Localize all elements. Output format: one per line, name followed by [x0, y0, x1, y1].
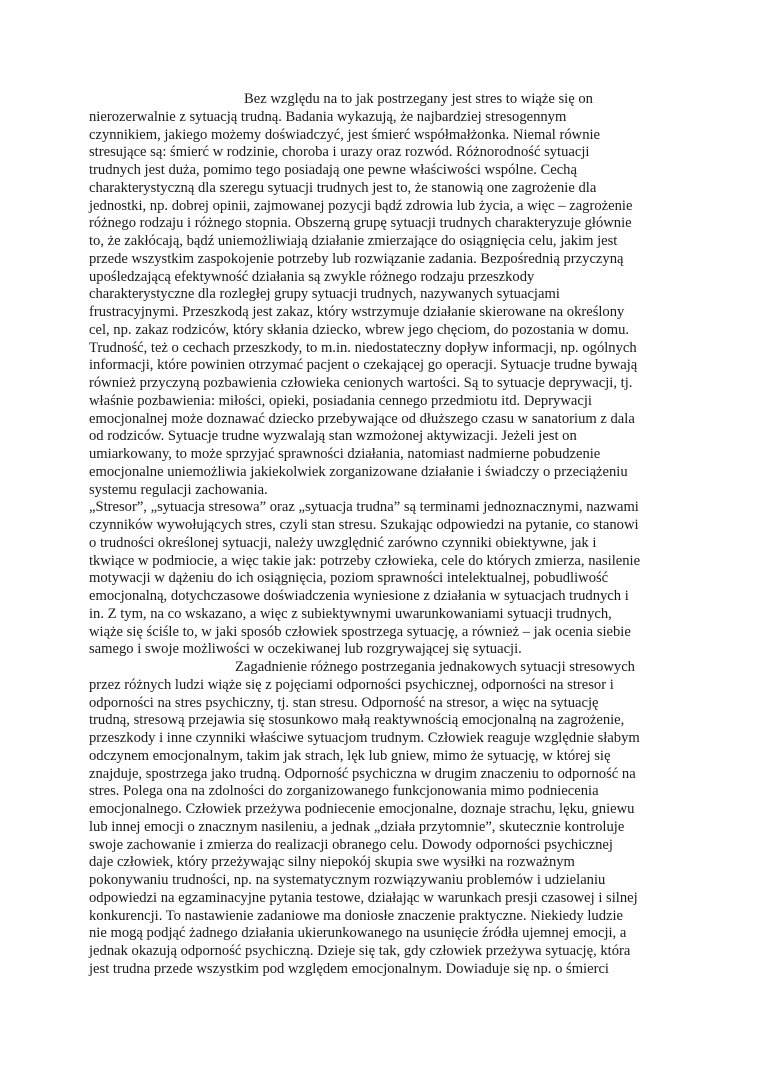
paragraph-1-line: emocjonalnej może doznawać dziecko przebywające od dłuższego czasu w sanatorium z dala [89, 410, 635, 427]
paragraph-1-line: od rodziców. Sytuacje trudne wyzwalają stan wzmożonej aktywizacji. Jeżeli jest on [89, 428, 577, 445]
document-body [89, 91, 669, 979]
paragraph-3-line: stres. Polega ona na zdolności do zorganizowanego funkcjonowania mimo podniecenia [89, 783, 599, 800]
paragraph-1-line: nierozerwalnie z sytuacją trudną. Badania wykazują, że najbardziej stresogennym [89, 108, 567, 125]
paragraph-3-line: odporności na stres psychiczny, tj. stan stresu. Odporność na stresor, a więc na sytuację [89, 694, 599, 711]
paragraph-1-line: Bez względu na to jak postrzegany jest stres to wiąże się on [244, 91, 593, 107]
paragraph-3-line: lub innej emocji o znacznym nasileniu, a jednak „działa przytomnie”, skutecznie kontroluje [89, 818, 625, 835]
paragraph-2-line: motywacji w dążeniu do ich osiągnięcia, poziom sprawności intelektualnej, pobudliwość [89, 570, 609, 587]
paragraph-3-line: jednak okazują odporność psychiczną. Dzieje się tak, gdy człowiek przeżywa sytuację, która [89, 943, 631, 959]
paragraph-2-line: samego i swoje możliwości w oczekiwanej lub rozgrywającej się sytuacji. [89, 641, 522, 658]
paragraph-3-line: konkurencji. To nastawienie zadaniowe ma doniosłe znaczenie praktyczne. Niekiedy ludzie [89, 907, 624, 924]
paragraph-1-line: charakterystyczną dla szeregu sytuacji trudnych jest to, że stanowią one zagrożenie dla [89, 179, 597, 196]
paragraph-1-line: frustracyjnymi. Przeszkodą jest zakaz, który wstrzymuje działanie skierowane na określony [89, 304, 625, 320]
paragraph-2-line: „Stresor”, „sytuacja stresowa” oraz „sytuacja trudna” są terminami jednoznacznymi, nazwami [89, 499, 639, 516]
paragraph-1-line: informacji, które powinien otrzymać pacjent o czekającej go operacji. Sytuacje trudne bywają [89, 357, 638, 374]
paragraph-1-line: stresujące są: śmierć w rodzinie, choroba i urazy oraz rozwód. Różnorodność sytuacji [89, 144, 590, 161]
paragraph-3-line: przez różnych ludzi wiąże się z pojęciami odporności psychicznej, odporności na stresor i [89, 676, 614, 693]
paragraph-2-line: in. Z tym, na co wskazano, a więc z subiektywnymi uwarunkowaniami sytuacji trudnych, [89, 605, 612, 622]
paragraph-2-line: czynników wywołujących stres, czyli stan stresu. Szukając odpowiedzi na pytanie, co stanowi [89, 517, 639, 533]
paragraph-1-line: właśnie pozbawienia: miłości, opieki, posiadania cennego przedmiotu itd. Deprywacji [89, 392, 592, 409]
paragraph-3-line: pokonywaniu trudności, np. na systematycznym rozwiązywaniu problemów i udzielaniu [89, 872, 606, 888]
paragraph-3-line: jest trudna przede wszystkim pod względem emocjonalnym. Dowiaduje się np. o śmierci [89, 960, 609, 977]
paragraph-3-line: znajduje, spostrzega jako trudną. Odporność psychiczna w drugim znaczeniu to odporność na [89, 765, 636, 782]
paragraph-1-line: charakterystyczne dla rozległej grupy sytuacji trudnych, nazywanych sytuacjami [89, 286, 560, 303]
paragraph-2-line: tkwiące w podmiocie, a więc takie jak: potrzeby człowieka, cele do których zmierza, nasilenie [89, 552, 641, 569]
paragraph-3-line: Zagadnienie różnego postrzegania jednakowych sytuacji stresowych [235, 659, 635, 675]
paragraph-1-line: czynnikiem, jakiego możemy doświadczyć, jest śmierć współmałżonka. Niemal równie [89, 126, 601, 143]
paragraph-1-line: cel, np. zakaz rodziców, który skłania dziecko, wbrew jego chęciom, do pozostania w domu. [89, 321, 630, 338]
paragraph-1-line: to, że zakłócają, bądź uniemożliwiają działanie zmierzające do osiągnięcia celu, jakim jest [89, 233, 618, 249]
paragraph-2-line: wiąże się ściśle to, w jaki sposób człowiek spostrzega sytuację, a również – jak ocenia siebie [89, 623, 631, 640]
paragraph-2-line: emocjonalną, dotychczasowe doświadczenia wyniesione z działania w sytuacjach trudnych i [89, 588, 629, 604]
paragraph-3-line: odpowiedzi na egzaminacyjne pytania testowe, działając w warunkach presji czasowej i silnej [89, 889, 638, 906]
paragraph-3-line: przeszkody i inne czynniki właściwe sytuacjom trudnym. Człowiek reaguje względnie słabym [89, 730, 640, 746]
paragraph-1-line: przede wszystkim zaspokojenie potrzeby lub rozwiązanie zadania. Bezpośrednią przyczyną [89, 250, 624, 267]
paragraph-1-line: umiarkowany, to może sprzyjać sprawności działania, natomiast nadmierne pobudzenie [89, 446, 601, 462]
paragraph-3-line: daje człowiek, który przeżywając silny niepokój skupia swe wysiłki na rozważnym [89, 854, 575, 871]
paragraph-2-line: o trudności określonej sytuacji, należy uwzględnić zarówno czynniki obiektywne, jak i [89, 534, 597, 551]
paragraph-1-line: Trudność, też o cechach przeszkody, to m.in. niedostateczny dopływ informacji, np. ogólnych [89, 339, 637, 356]
paragraph-1-line: upośledzającą efektywność działania są zwykle różnego rodzaju przeszkody [89, 268, 535, 285]
paragraph-3-line: emocjonalnego. Człowiek przeżywa podniecenie emocjonalne, doznaje strachu, lęku, gniewu [89, 801, 635, 817]
paragraph-1-line: jednostki, np. dobrej opinii, zajmowanej pozycji bądź zdrowia lub życia, a więc – zagrożenie [89, 197, 633, 214]
paragraph-3-line: swoje zachowanie i zmierza do realizacji obranego celu. Dowody odporności psychicznej [89, 836, 613, 853]
paragraph-1-line: trudnych jest duża, pomimo tego posiadają one pewne właściwości wspólne. Cechą [89, 162, 577, 178]
paragraph-1-line: emocjonalne uniemożliwia jakiekolwiek zorganizowane działanie i świadczy o przeciążeniu [89, 463, 628, 480]
paragraph-3-line: nie mogą podjąć żadnego działania ukierunkowanego na usunięcie źródła ujemnej emocji, a [89, 925, 627, 942]
paragraph-1-line: systemu regulacji zachowania. [89, 481, 268, 498]
paragraph-1-line: również przyczyną pozbawienia człowieka cenionych wartości. Są to sytuacje deprywacji, tj. [89, 375, 633, 391]
paragraph-1-line: różnego rodzaju i różnego stopnia. Obszerną grupę sytuacji trudnych charakteryzuje głównie [89, 215, 632, 232]
paragraph-3-line: trudną, stresową przejawia się stosunkowo małą reaktywnością emocjonalną na zagrożenie, [89, 712, 625, 729]
paragraph-3-line: odczynem emocjonalnym, takim jak strach, lęk lub gniew, mimo że sytuację, w której się [89, 747, 611, 764]
